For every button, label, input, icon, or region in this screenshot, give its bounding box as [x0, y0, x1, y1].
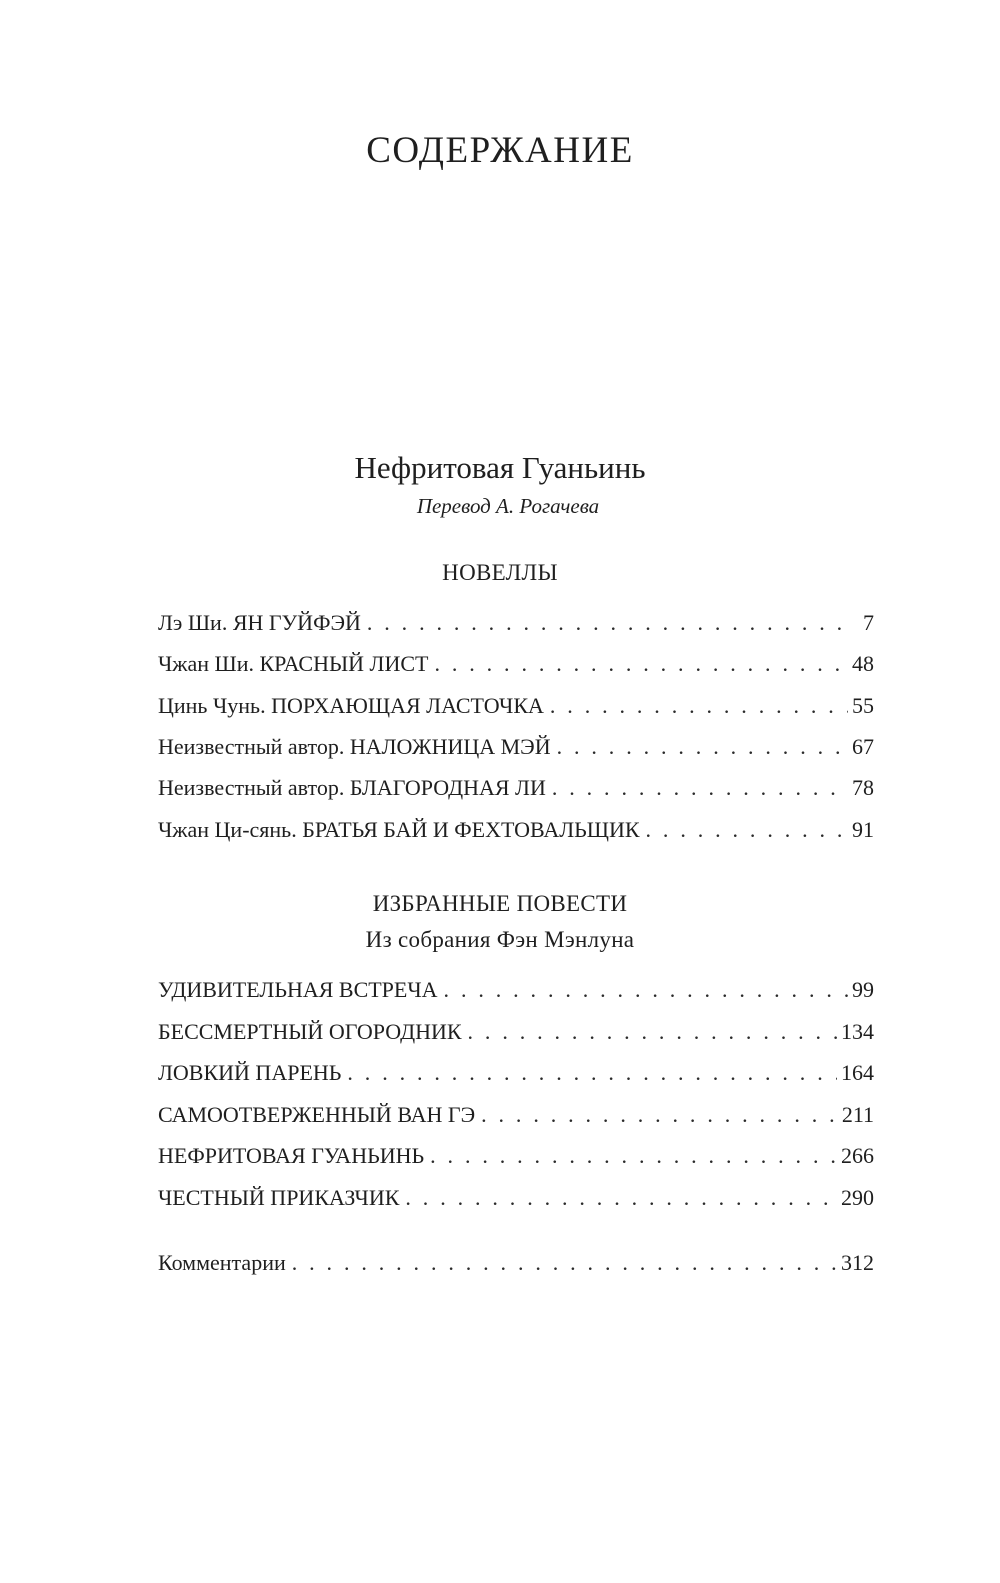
toc-entry[interactable]	[158, 647, 874, 681]
dot-leader	[646, 813, 848, 847]
toc-entry-title: Чжан Ци-сянь. БРАТЬЯ БАЙ И ФЕХТОВАЛЬЩИК	[158, 817, 640, 842]
toc-entry[interactable]	[158, 730, 874, 764]
toc-entry-page: 55	[852, 693, 874, 718]
dot-leader	[430, 1139, 837, 1173]
toc-entry-page: 7	[863, 610, 874, 635]
toc-entry-title: УДИВИТЕЛЬНАЯ ВСТРЕЧА	[158, 977, 438, 1002]
toc-entry-page: 134	[841, 1019, 874, 1044]
toc-entry[interactable]	[158, 973, 874, 1007]
toc-entry-page: 211	[841, 1102, 874, 1127]
toc-entry-title: Неизвестный автор. БЛАГОРОДНАЯ ЛИ	[158, 775, 546, 800]
toc-entry[interactable]	[158, 1056, 874, 1090]
toc-entry-page: 48	[852, 651, 874, 676]
toc-entry[interactable]	[158, 689, 874, 723]
toc-entry-commentary[interactable]	[158, 1246, 874, 1280]
toc-entry-page: 78	[852, 775, 874, 800]
toc-entry-title: БЕССМЕРТНЫЙ ОГОРОДНИК	[158, 1019, 462, 1044]
toc-entry-page: 290	[841, 1185, 874, 1210]
dot-leader	[444, 973, 848, 1007]
section-title-selected-stories: ИЗБРАННЫЕ ПОВЕСТИ	[372, 891, 628, 916]
toc-entry[interactable]	[158, 1015, 874, 1049]
toc-entry-title: САМООТВЕРЖЕННЫЙ ВАН ГЭ	[158, 1102, 476, 1127]
toc-entry-title: ЛОВКИЙ ПАРЕНЬ	[158, 1060, 342, 1085]
dot-leader	[367, 606, 848, 640]
section-subtitle: Из собрания Фэн Мэнлуна	[365, 927, 635, 952]
toc-entry[interactable]	[158, 1098, 874, 1132]
toc-entry-page: 67	[852, 734, 874, 759]
section-title-novellas: НОВЕЛЛЫ	[442, 560, 558, 585]
toc-entry-title: Чжан Ши. КРАСНЫЙ ЛИСТ	[158, 651, 429, 676]
translator-credit: Перевод А. Рогачева	[416, 494, 600, 518]
toc-entry-title: Лэ Ши. ЯН ГУЙФЭЙ	[158, 610, 361, 635]
dot-leader	[552, 771, 848, 805]
toc-entry-title: Комментарии	[158, 1250, 286, 1275]
toc-entry-page: 99	[852, 977, 874, 1002]
dot-leader	[434, 647, 848, 681]
toc-entry-title: ЧЕСТНЫЙ ПРИКАЗЧИК	[158, 1185, 400, 1210]
dot-leader	[292, 1246, 837, 1280]
toc-entry-title: НЕФРИТОВАЯ ГУАНЬИНЬ	[158, 1143, 425, 1168]
toc-entry[interactable]	[158, 606, 874, 640]
dot-leader	[468, 1015, 837, 1049]
dot-leader	[481, 1098, 838, 1132]
dot-leader	[550, 689, 848, 723]
toc-entry-title: Неизвестный автор. НАЛОЖНИЦА МЭЙ	[158, 734, 551, 759]
book-title: Нефритовая Гуаньинь	[354, 450, 646, 485]
toc-entry-page: 312	[841, 1250, 874, 1275]
toc-entry-page: 91	[852, 817, 874, 842]
toc-entry[interactable]	[158, 813, 874, 847]
toc-entry[interactable]	[158, 771, 874, 805]
dot-leader	[347, 1056, 837, 1090]
toc-entry-page: 266	[841, 1143, 874, 1168]
toc-entry-title: Цинь Чунь. ПОРХАЮЩАЯ ЛАСТОЧКА	[158, 693, 544, 718]
dot-leader	[405, 1181, 837, 1215]
page-title: СОДЕРЖАНИЕ	[366, 130, 634, 171]
toc-entry[interactable]	[158, 1139, 874, 1173]
toc-entry-page: 164	[841, 1060, 874, 1085]
toc-entry[interactable]	[158, 1181, 874, 1215]
dot-leader	[557, 730, 848, 764]
